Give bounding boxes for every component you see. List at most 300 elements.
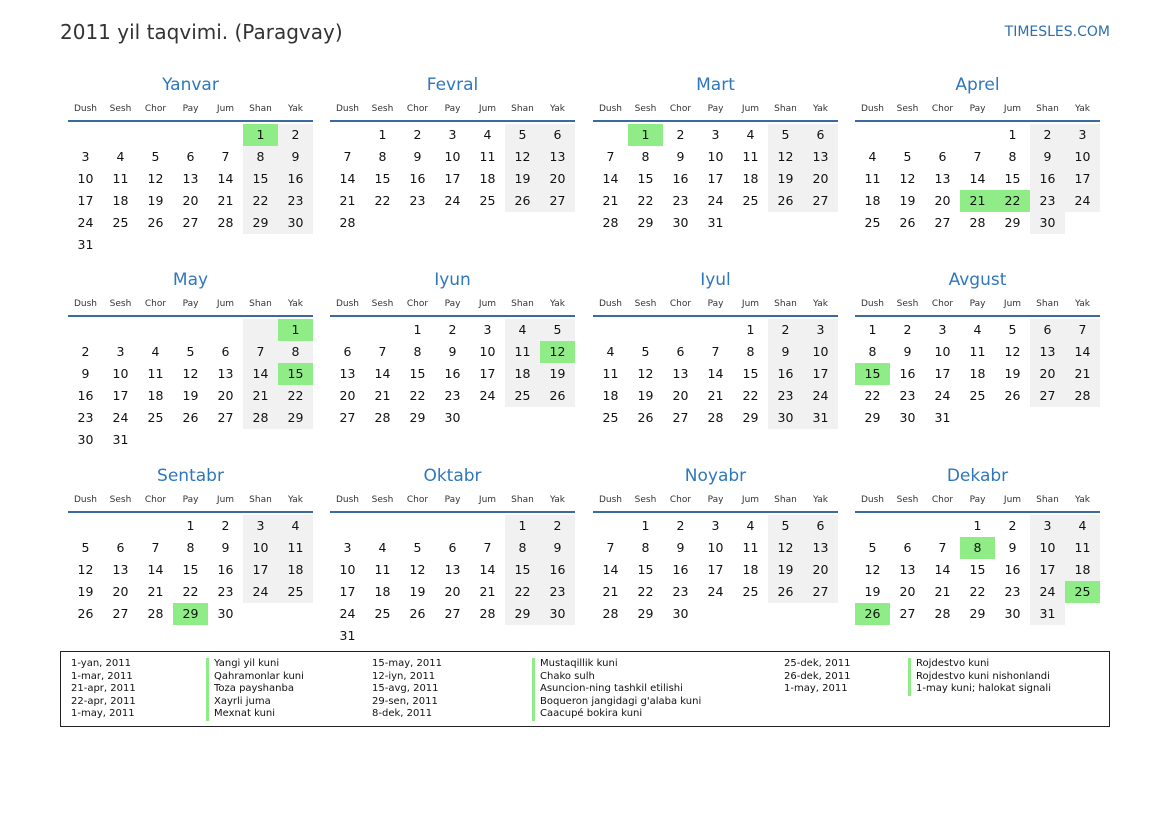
- day-cell: 15: [182, 562, 199, 577]
- month-0: [68, 74, 313, 256]
- day-cell: 22: [243, 190, 278, 212]
- day-cell: 18: [742, 171, 759, 186]
- day-cell: 24: [1065, 190, 1100, 212]
- empty-day-cell: [1065, 407, 1100, 429]
- weekday-label: Chor: [144, 299, 167, 309]
- day-cell: 16: [217, 562, 234, 577]
- legend-holiday-name: Mustaqillik kuni: [532, 658, 701, 671]
- day-cell: 1: [641, 518, 650, 533]
- empty-day-cell: [505, 212, 540, 234]
- day-cell: 23: [899, 388, 916, 403]
- day-cell: 13: [899, 562, 916, 577]
- week-row: [68, 146, 313, 168]
- day-cell: 22: [374, 193, 391, 208]
- day-cell: 2: [903, 322, 912, 337]
- weekday-label: Jum: [478, 104, 497, 114]
- empty-day-cell: [243, 429, 278, 451]
- day-cell: 16: [768, 363, 803, 385]
- weekday-label: Sesh: [634, 104, 657, 114]
- day-cell: 23: [672, 584, 689, 599]
- day-cell: 28: [479, 606, 496, 621]
- day-cell: 5: [151, 149, 160, 164]
- weekday-label: Yak: [813, 495, 828, 505]
- weekday-label: Jum: [216, 104, 235, 114]
- empty-day-cell: [173, 429, 208, 451]
- day-cell: 13: [934, 171, 951, 186]
- day-cell: 5: [1008, 322, 1017, 337]
- day-cell: 31: [707, 215, 724, 230]
- day-cell: 17: [1030, 559, 1065, 581]
- legend-holiday-name: Boqueron jangidagi g'alaba kuni: [532, 696, 701, 709]
- empty-day-cell: [925, 124, 960, 146]
- week-row: [330, 581, 575, 603]
- day-cell: 22: [505, 581, 540, 603]
- weekday-label: Dush: [598, 299, 623, 309]
- week-row: [855, 537, 1100, 559]
- day-cell: 30: [217, 606, 234, 621]
- day-cell: 17: [934, 366, 951, 381]
- week-row: [330, 603, 575, 625]
- empty-day-cell: [470, 515, 505, 537]
- weekday-label: Dush: [73, 299, 98, 309]
- weekday-label: Chor: [931, 299, 954, 309]
- day-cell: 17: [707, 562, 724, 577]
- day-cell: 7: [151, 540, 160, 555]
- day-cell: 21: [243, 385, 278, 407]
- day-cell: 25: [147, 410, 164, 425]
- day-cell: 2: [81, 344, 90, 359]
- day-cell: 1: [746, 322, 755, 337]
- day-cell: 1: [868, 322, 877, 337]
- day-cell: 7: [221, 149, 230, 164]
- weekday-label: Sesh: [109, 299, 132, 309]
- day-cell: 8: [868, 344, 877, 359]
- day-cell: 8: [413, 344, 422, 359]
- legend-date: 21-apr, 2011: [71, 683, 136, 695]
- empty-day-cell: [400, 212, 435, 234]
- legend-holiday-name: Rojdestvo kuni nishonlandi: [908, 671, 1051, 684]
- day-cell: 30: [899, 410, 916, 425]
- day-cell: 13: [803, 146, 838, 168]
- day-cell: 14: [243, 363, 278, 385]
- day-cell: 23: [768, 385, 803, 407]
- week-row: [330, 385, 575, 407]
- weekday-label: Yak: [813, 104, 828, 114]
- weekday-label: Shan: [774, 104, 797, 114]
- month-name: Dekabr: [946, 466, 1009, 486]
- day-cell: 8: [186, 540, 195, 555]
- day-cell: 13: [112, 562, 129, 577]
- week-row: [855, 124, 1100, 146]
- day-cell: 25: [742, 584, 759, 599]
- day-cell: 25: [602, 410, 619, 425]
- week-row: [855, 146, 1100, 168]
- legend-holiday-name: Caacupé bokira kuni: [532, 708, 701, 721]
- week-row: [330, 319, 575, 341]
- empty-day-cell: [890, 124, 925, 146]
- day-cell: 28: [243, 407, 278, 429]
- day-cell: 2: [540, 515, 575, 537]
- legend-holiday-name: Chako sulh: [532, 671, 701, 684]
- day-cell: 20: [444, 584, 461, 599]
- week-row: [68, 407, 313, 429]
- month-name: Sentabr: [157, 466, 224, 486]
- weekday-label: Jum: [1003, 299, 1022, 309]
- weekday-label: Yak: [813, 299, 828, 309]
- weekday-header: [330, 293, 575, 317]
- day-cell: 13: [444, 562, 461, 577]
- day-cell: 24: [112, 410, 129, 425]
- day-cell: 4: [505, 319, 540, 341]
- week-row: [593, 603, 838, 625]
- day-cell: 29: [969, 606, 986, 621]
- week-row: [593, 363, 838, 385]
- day-cell: 24: [707, 193, 724, 208]
- day-cell: 28: [217, 215, 234, 230]
- day-cell: 4: [483, 127, 492, 142]
- day-cell: 16: [672, 562, 689, 577]
- day-cell: 13: [540, 146, 575, 168]
- day-cell: 11: [147, 366, 164, 381]
- day-cell: 6: [676, 344, 685, 359]
- week-row: [68, 581, 313, 603]
- day-cell: 11: [374, 562, 391, 577]
- weekday-label: Shan: [511, 104, 534, 114]
- empty-day-cell: [698, 603, 733, 625]
- week-row: [593, 515, 838, 537]
- day-cell: 4: [151, 344, 160, 359]
- day-cell: 6: [186, 149, 195, 164]
- empty-day-cell: [1030, 407, 1065, 429]
- holiday-day-cell: 1: [278, 319, 313, 341]
- weekday-label: Jum: [478, 495, 497, 505]
- week-row: [68, 124, 313, 146]
- day-cell: 10: [1065, 146, 1100, 168]
- week-row: [593, 341, 838, 363]
- week-row: [855, 212, 1100, 234]
- day-cell: 6: [343, 344, 352, 359]
- day-cell: 23: [278, 190, 313, 212]
- month-3: [855, 74, 1100, 234]
- empty-day-cell: [173, 234, 208, 256]
- weekday-label: Yak: [1075, 104, 1090, 114]
- week-row: [68, 341, 313, 363]
- day-cell: 20: [1030, 363, 1065, 385]
- empty-day-cell: [470, 212, 505, 234]
- month-2: [593, 74, 838, 234]
- day-cell: 8: [278, 341, 313, 363]
- holiday-day-cell: 25: [1065, 581, 1100, 603]
- empty-day-cell: [890, 515, 925, 537]
- day-cell: 14: [707, 366, 724, 381]
- day-cell: 22: [742, 388, 759, 403]
- day-cell: 27: [803, 190, 838, 212]
- day-cell: 5: [768, 515, 803, 537]
- day-cell: 11: [1065, 537, 1100, 559]
- day-cell: 21: [374, 388, 391, 403]
- day-cell: 26: [77, 606, 94, 621]
- day-cell: 15: [742, 366, 759, 381]
- day-cell: 12: [1004, 344, 1021, 359]
- day-cell: 19: [505, 168, 540, 190]
- weekday-label: Sesh: [109, 495, 132, 505]
- day-cell: 6: [903, 540, 912, 555]
- day-cell: 10: [243, 537, 278, 559]
- week-row: [593, 168, 838, 190]
- day-cell: 3: [711, 127, 720, 142]
- day-cell: 29: [637, 215, 654, 230]
- legend-names-1: [206, 658, 304, 721]
- day-cell: 3: [1065, 124, 1100, 146]
- day-cell: 6: [221, 344, 230, 359]
- day-cell: 26: [147, 215, 164, 230]
- day-cell: 3: [116, 344, 125, 359]
- day-cell: 16: [672, 171, 689, 186]
- weekday-label: Chor: [144, 104, 167, 114]
- weekday-header: [593, 489, 838, 513]
- weekday-label: Jum: [216, 495, 235, 505]
- empty-day-cell: [1065, 603, 1100, 625]
- day-cell: 14: [1065, 341, 1100, 363]
- day-cell: 29: [1004, 215, 1021, 230]
- day-cell: 8: [1008, 149, 1017, 164]
- weekday-header: [68, 98, 313, 122]
- empty-day-cell: [768, 212, 803, 234]
- week-row: [330, 559, 575, 581]
- week-row: [330, 190, 575, 212]
- weekday-label: Pay: [444, 299, 461, 309]
- holiday-day-cell: 21: [960, 190, 995, 212]
- week-row: [68, 429, 313, 451]
- empty-day-cell: [995, 407, 1030, 429]
- day-cell: 31: [803, 407, 838, 429]
- month-name: Fevral: [426, 75, 479, 95]
- day-cell: 23: [444, 388, 461, 403]
- day-cell: 3: [1030, 515, 1065, 537]
- day-cell: 4: [606, 344, 615, 359]
- day-cell: 23: [540, 581, 575, 603]
- weekday-label: Pay: [707, 299, 724, 309]
- day-cell: 21: [339, 193, 356, 208]
- empty-day-cell: [330, 515, 365, 537]
- month-name: May: [172, 270, 209, 290]
- week-row: [593, 559, 838, 581]
- week-row: [593, 537, 838, 559]
- day-cell: 24: [339, 606, 356, 621]
- day-cell: 14: [479, 562, 496, 577]
- weekday-label: Pay: [707, 104, 724, 114]
- day-cell: 29: [278, 407, 313, 429]
- day-cell: 22: [409, 388, 426, 403]
- weekday-label: Pay: [969, 104, 986, 114]
- month-10: [593, 465, 838, 625]
- week-row: [330, 625, 575, 647]
- day-cell: 18: [374, 584, 391, 599]
- day-cell: 29: [637, 606, 654, 621]
- empty-day-cell: [593, 515, 628, 537]
- site-link[interactable]: TIMESLES.COM: [1004, 24, 1110, 40]
- empty-day-cell: [540, 625, 575, 647]
- day-cell: 19: [409, 584, 426, 599]
- day-cell: 21: [147, 584, 164, 599]
- day-cell: 29: [409, 410, 426, 425]
- day-cell: 6: [1030, 319, 1065, 341]
- day-cell: 8: [378, 149, 387, 164]
- day-cell: 29: [243, 212, 278, 234]
- day-cell: 7: [973, 149, 982, 164]
- day-cell: 27: [934, 215, 951, 230]
- weekday-label: Dush: [598, 104, 623, 114]
- legend-holiday-name: Qahramonlar kuni: [206, 671, 304, 684]
- day-cell: 20: [803, 168, 838, 190]
- day-cell: 9: [221, 540, 230, 555]
- week-row: [593, 146, 838, 168]
- day-cell: 20: [672, 388, 689, 403]
- day-cell: 20: [803, 559, 838, 581]
- day-cell: 28: [1065, 385, 1100, 407]
- day-cell: 24: [803, 385, 838, 407]
- day-cell: 19: [147, 193, 164, 208]
- legend-date: 29-sen, 2011: [372, 695, 438, 707]
- weekday-label: Dush: [335, 299, 360, 309]
- day-cell: 15: [409, 366, 426, 381]
- week-row: [855, 407, 1100, 429]
- weekday-label: Sesh: [896, 495, 919, 505]
- legend-holiday-name: 1-may kuni; halokat signali: [908, 683, 1051, 696]
- day-cell: 16: [444, 366, 461, 381]
- day-cell: 10: [77, 171, 94, 186]
- day-cell: 31: [934, 410, 951, 425]
- day-cell: 13: [339, 366, 356, 381]
- day-cell: 8: [505, 537, 540, 559]
- legend-dates-1: [71, 658, 136, 721]
- weekday-label: Pay: [444, 495, 461, 505]
- day-cell: 9: [903, 344, 912, 359]
- empty-day-cell: [173, 124, 208, 146]
- day-cell: 24: [444, 193, 461, 208]
- empty-day-cell: [733, 603, 768, 625]
- legend-dates-3: [784, 658, 850, 696]
- day-cell: 18: [278, 559, 313, 581]
- weekday-label: Dush: [335, 495, 360, 505]
- month-name: Iyun: [434, 270, 471, 290]
- day-cell: 16: [278, 168, 313, 190]
- day-cell: 17: [339, 584, 356, 599]
- weekday-label: Shan: [774, 495, 797, 505]
- legend-date: 8-dek, 2011: [372, 708, 433, 720]
- day-cell: 15: [505, 559, 540, 581]
- weekday-label: Yak: [288, 299, 303, 309]
- day-cell: 7: [378, 344, 387, 359]
- day-cell: 9: [448, 344, 457, 359]
- day-cell: 9: [676, 540, 685, 555]
- day-cell: 9: [278, 146, 313, 168]
- day-cell: 8: [243, 146, 278, 168]
- empty-day-cell: [103, 124, 138, 146]
- day-cell: 16: [1030, 168, 1065, 190]
- month-6: [593, 269, 838, 429]
- day-cell: 13: [182, 171, 199, 186]
- legend-date: 25-dek, 2011: [784, 658, 851, 669]
- empty-day-cell: [400, 625, 435, 647]
- day-cell: 11: [505, 341, 540, 363]
- day-cell: 30: [1004, 606, 1021, 621]
- day-cell: 4: [868, 149, 877, 164]
- empty-day-cell: [278, 603, 313, 625]
- day-cell: 26: [505, 190, 540, 212]
- day-cell: 9: [413, 149, 422, 164]
- week-row: [593, 385, 838, 407]
- day-cell: 10: [803, 341, 838, 363]
- holiday-legend: [60, 651, 1110, 727]
- day-cell: 12: [409, 562, 426, 577]
- weekday-header: [855, 293, 1100, 317]
- week-row: [68, 190, 313, 212]
- week-row: [330, 212, 575, 234]
- day-cell: 2: [676, 518, 685, 533]
- legend-date: 1-may, 2011: [71, 708, 135, 720]
- day-cell: 30: [77, 432, 94, 447]
- month-1: [330, 74, 575, 234]
- holiday-day-cell: 15: [278, 363, 313, 385]
- empty-day-cell: [593, 124, 628, 146]
- empty-day-cell: [435, 625, 470, 647]
- day-cell: 28: [602, 215, 619, 230]
- weekday-label: Jum: [478, 299, 497, 309]
- day-cell: 30: [1030, 212, 1065, 234]
- day-cell: 21: [602, 584, 619, 599]
- day-cell: 5: [768, 124, 803, 146]
- month-9: [330, 465, 575, 647]
- day-cell: 17: [707, 171, 724, 186]
- day-cell: 20: [899, 584, 916, 599]
- legend-date: 1-may, 2011: [784, 683, 848, 695]
- weekday-label: Jum: [1003, 495, 1022, 505]
- empty-day-cell: [365, 515, 400, 537]
- day-cell: 14: [602, 562, 619, 577]
- day-cell: 3: [243, 515, 278, 537]
- holiday-day-cell: 1: [628, 124, 663, 146]
- day-cell: 23: [217, 584, 234, 599]
- legend-date: 1-yan, 2011: [71, 658, 131, 669]
- day-cell: 21: [479, 584, 496, 599]
- holiday-day-cell: 22: [995, 190, 1030, 212]
- day-cell: 28: [934, 606, 951, 621]
- weekday-label: Shan: [1036, 104, 1059, 114]
- day-cell: 29: [864, 410, 881, 425]
- day-cell: 10: [444, 149, 461, 164]
- day-cell: 5: [81, 540, 90, 555]
- empty-day-cell: [803, 212, 838, 234]
- day-cell: 30: [672, 606, 689, 621]
- day-cell: 3: [81, 149, 90, 164]
- weekday-label: Dush: [860, 299, 885, 309]
- week-row: [330, 124, 575, 146]
- day-cell: 18: [864, 193, 881, 208]
- day-cell: 18: [147, 388, 164, 403]
- empty-day-cell: [208, 124, 243, 146]
- weekday-label: Pay: [182, 299, 199, 309]
- day-cell: 5: [186, 344, 195, 359]
- empty-day-cell: [505, 625, 540, 647]
- week-row: [68, 363, 313, 385]
- day-cell: 19: [540, 363, 575, 385]
- empty-day-cell: [208, 234, 243, 256]
- month-7: [855, 269, 1100, 429]
- week-row: [68, 168, 313, 190]
- month-4: [68, 269, 313, 451]
- day-cell: 24: [479, 388, 496, 403]
